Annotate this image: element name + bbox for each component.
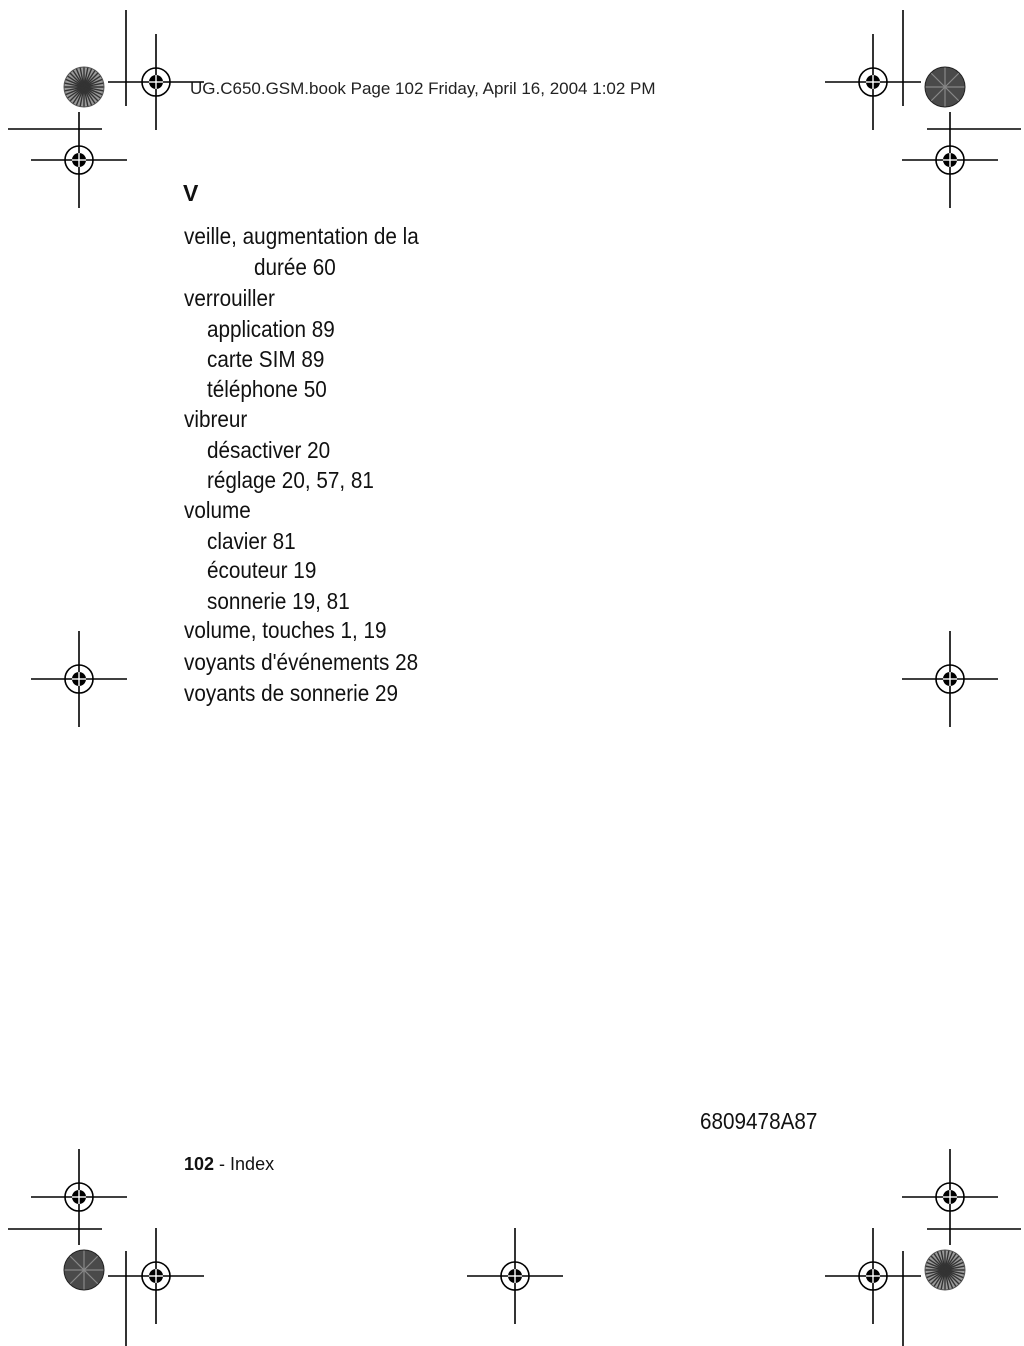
radial-color-bar-icon	[925, 1250, 965, 1290]
index-subentry: carte SIM 89	[207, 346, 325, 372]
index-subentry: réglage 20, 57, 81	[207, 467, 374, 493]
registration-crosshair-icon	[902, 112, 998, 208]
footer-separator: -	[214, 1154, 231, 1174]
registration-crosshair-icon	[31, 1149, 127, 1245]
registration-crosshair-icon	[31, 112, 127, 208]
registration-crosshair-icon	[467, 1228, 563, 1324]
index-entry: veille, augmentation de la	[184, 223, 419, 249]
index-entry: voyants de sonnerie 29	[184, 680, 399, 706]
footer-section: Index	[230, 1154, 275, 1174]
index-subentry: application 89	[207, 316, 335, 342]
index-entry: voyants d'événements 28	[184, 649, 419, 675]
page-footer	[184, 1154, 274, 1175]
registration-crosshair-icon	[31, 631, 127, 727]
index-entry: volume, touches 1, 19	[184, 617, 387, 643]
section-letter: V	[183, 180, 199, 206]
part-number: 6809478A87	[700, 1108, 818, 1134]
index-subentry: désactiver 20	[207, 437, 331, 463]
index-subentry: écouteur 19	[207, 557, 317, 583]
print-header: UG.C650.GSM.book Page 102 Friday, April 16, 2004 1:02 PM	[190, 79, 656, 98]
index-entry: volume	[184, 497, 251, 523]
index-subentry: téléphone 50	[207, 376, 327, 402]
registration-crosshair-icon	[902, 631, 998, 727]
radial-color-bar-icon	[925, 67, 965, 107]
radial-color-bar-icon	[64, 1250, 104, 1290]
radial-color-bar-icon	[64, 67, 104, 107]
index-entry: verrouiller	[184, 285, 275, 311]
registration-crosshair-icon	[825, 1228, 921, 1324]
index-subentry: clavier 81	[207, 528, 296, 554]
registration-crosshair-icon	[902, 1149, 998, 1245]
index-subentry: sonnerie 19, 81	[207, 588, 350, 614]
page-number: 102	[184, 1154, 215, 1174]
index-entry: vibreur	[184, 406, 248, 432]
index-subentry: durée 60	[254, 254, 336, 280]
registration-crosshair-icon	[108, 1228, 204, 1324]
registration-crosshair-icon	[825, 34, 921, 130]
registration-crosshair-icon	[31, 34, 998, 1324]
